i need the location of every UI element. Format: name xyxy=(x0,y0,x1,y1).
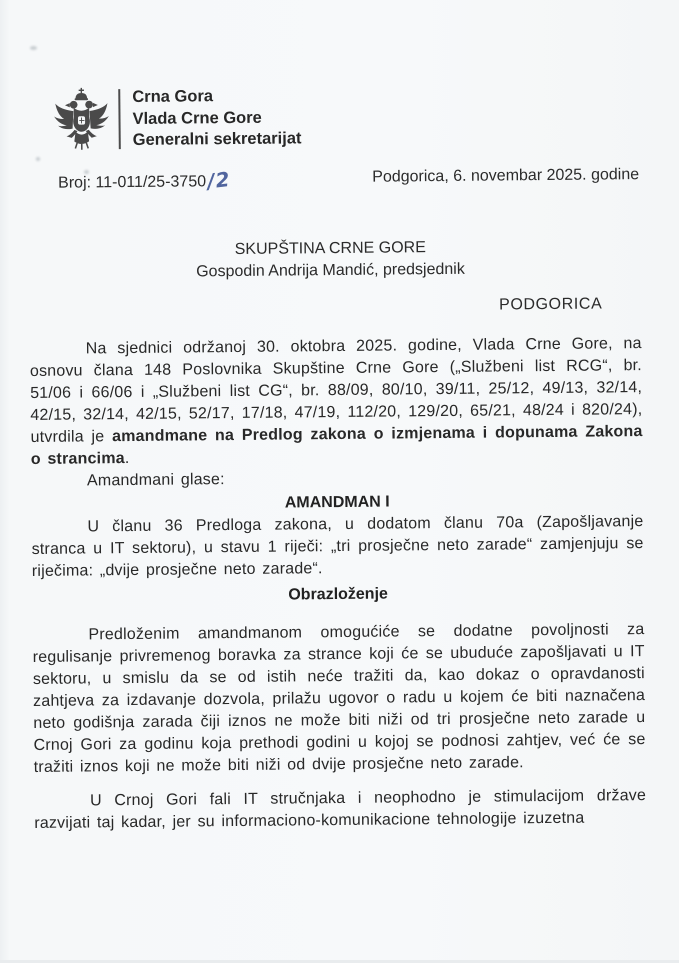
handwritten-number-suffix: /2 xyxy=(205,166,232,194)
opening-paragraph xyxy=(30,333,643,471)
montenegro-coat-of-arms-icon xyxy=(52,86,111,153)
reference-number-printed: Broj: 11-011/25-3750 xyxy=(58,173,207,192)
rationale-heading: Obrazloženje xyxy=(288,585,388,604)
rationale-paragraph-2: U Crnoj Gori fali IT stručnjaka i neophodno je stimulacijom države razvijati taj kadar, jer su informaciono-komunikacione tehnologije izuzetna xyxy=(34,787,647,832)
amendment-heading: AMANDMAN I xyxy=(284,493,390,512)
org-secretariat: Generalni sekretarijat xyxy=(132,129,302,149)
amendment-text: U članu 36 Predloga zakona, u dodatom članu 70a (Zapošljavanje stranca u IT sektoru), u stavu 1 riječi: „tri prosječne neto zarade“ zamjenjuju se riječima: „dvije prosječne neto zarade“. xyxy=(31,513,644,580)
opening-paragraph-period: . xyxy=(124,450,130,468)
amendments-intro-line: Amandmani glase: xyxy=(86,471,225,490)
org-country: Crna Gora xyxy=(132,87,214,106)
opening-paragraph-text: Na sjednici održanoj 30. oktobra 2025. godine, Vlada Crne Gore, na osnovu člana 148 Poslovnika Skupštine Crne Gore („Službeni list RCG“, br. 51/06 i 66/06 i „Službeni list CG“, br. 88/09, 80/10, 39/11, 25/12, 49/13, 32/14, 42/15, 32/14, 42/15, 52/17, 17/18, 47/19, 112/20, 129/20, 65/21, 48/24 i 820/24), utvrdila je xyxy=(29,335,643,446)
rationale-paragraph-1: Predloženim amandmanom omogućiće se dodatne povoljnosti za regulisanje privremenog boravka za strance koji će se ubuduće zapošljavati u IT sektoru, u smislu da se od istih neće tražiti da, kao dokaz o opravdanosti zahtjeva za izdavanje dozvola, prilažu ugovor o radu u kojem će biti naznačena neto godišnja zarada čiji iznos ne može biti niži od tri prosječne neto zarade u Crnoj Gori za godinu koja prethodi godini u kojoj se podnosi zahtjev, već će se tražiti iznos koji ne može biti niži od dvije prosječne neto zarade. xyxy=(32,621,646,776)
addressee-block xyxy=(0,235,663,285)
letterhead xyxy=(52,81,676,153)
place-and-date: Podgorica, 6. novembar 2025. godine xyxy=(372,166,640,186)
addressee-institution: SKUPŠTINA CRNE GORE xyxy=(234,239,426,258)
reference-number xyxy=(58,168,230,195)
org-government: Vlada Crne Gore xyxy=(132,108,262,128)
addressee-person: Gospodin Andrija Mandić, predsjednik xyxy=(196,260,465,281)
letterhead-divider xyxy=(118,89,121,149)
opening-paragraph-bold: amandmane na Predlog zakona o izmjenama i dopunama Zakona o strancima xyxy=(30,423,643,468)
letterhead-org-block xyxy=(132,84,301,151)
addressee-city: PODGORICA xyxy=(499,295,603,314)
reference-row xyxy=(58,164,639,195)
